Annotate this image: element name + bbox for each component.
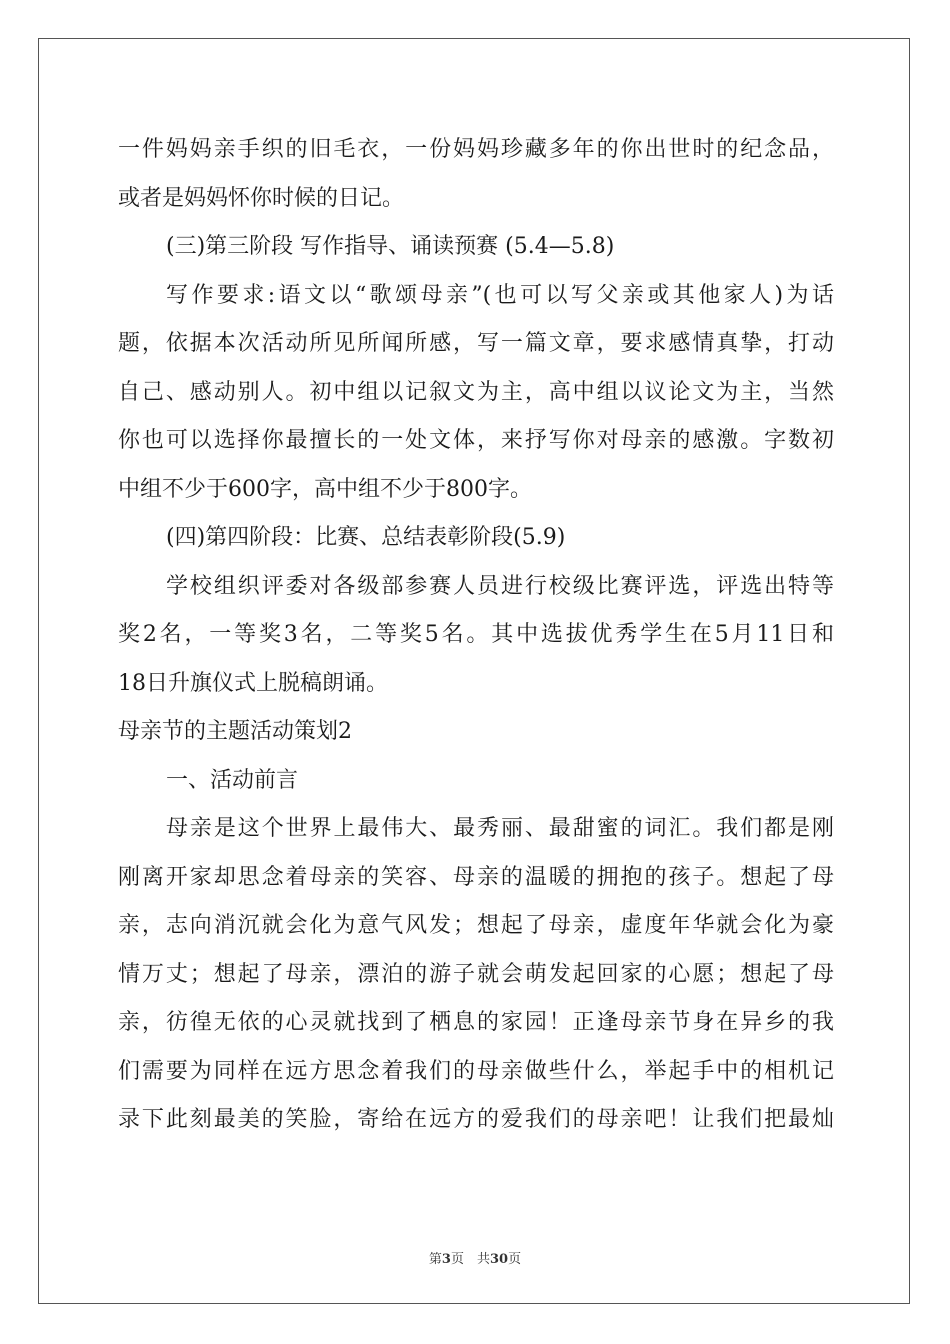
paragraph-line: 母亲是这个世界上最伟大、最秀丽、最甜蜜的词汇。我们都是刚 <box>166 816 834 841</box>
page-number-mid: 页 共 <box>450 1252 490 1267</box>
paragraph-line: 亲，彷徨无依的心灵就找到了栖息的家园！正逢母亲节身在异乡的我 <box>118 1010 834 1035</box>
paragraph-line: 奖2名，一等奖3名，二等奖5名。其中选拔优秀学生在5月11日和 <box>118 622 834 647</box>
paragraph-line: 题，依据本次活动所见所闻所感，写一篇文章，要求感情真挚，打动 <box>118 331 834 356</box>
paragraph-line: 你也可以选择你最擅长的一处文体，来抒写你对母亲的感激。字数初 <box>118 428 834 453</box>
total-page-number: 30 <box>489 1252 509 1267</box>
page-footer <box>0 1248 950 1267</box>
paragraph-line: 一件妈妈亲手织的旧毛衣，一份妈妈珍藏多年的你出世时的纪念品， <box>118 137 834 162</box>
paragraph-line: 写作要求:语文以“歌颂母亲”(也可以写父亲或其他家人)为话 <box>166 282 834 308</box>
paragraph-line: 18日升旗仪式上脱稿朗诵。 <box>118 670 388 696</box>
page-number-prefix: 第 <box>428 1252 442 1267</box>
article-title: 母亲节的主题活动策划2 <box>118 719 352 744</box>
document-body <box>118 126 834 1145</box>
paragraph-line: 中组不少于600字，高中组不少于800字。 <box>118 476 532 502</box>
paragraph-line: 或者是妈妈怀你时候的日记。 <box>118 185 405 211</box>
paragraph-line: 们需要为同样在远方思念着我们的母亲做些什么，举起手中的相机记 <box>118 1058 834 1084</box>
section-heading: (三)第三阶段 写作指导、诵读预赛 (5.4—5.8) <box>166 234 615 259</box>
section-heading: (四)第四阶段：比赛、总结表彰阶段(5.9) <box>166 525 566 550</box>
section-heading: 一、活动前言 <box>166 767 299 793</box>
paragraph-line: 录下此刻最美的笑脸，寄给在远方的爱我们的母亲吧！让我们把最灿 <box>118 1107 834 1132</box>
paragraph-line: 亲，志向消沉就会化为意气风发；想起了母亲，虚度年华就会化为豪 <box>118 913 834 938</box>
paragraph-line: 刚离开家却思念着母亲的笑容、母亲的温暖的拥抱的孩子。想起了母 <box>118 864 834 890</box>
paragraph-line: 自己、感动别人。初中组以记叙文为主，高中组以议论文为主，当然 <box>118 379 834 405</box>
paragraph-line: 情万丈；想起了母亲，漂泊的游子就会萌发起回家的心愿；想起了母 <box>118 961 834 987</box>
current-page-number: 3 <box>441 1252 451 1267</box>
page-number-suffix: 页 <box>508 1252 522 1267</box>
paragraph-line: 学校组织评委对各级部参赛人员进行校级比赛评选，评选出特等 <box>166 573 834 599</box>
